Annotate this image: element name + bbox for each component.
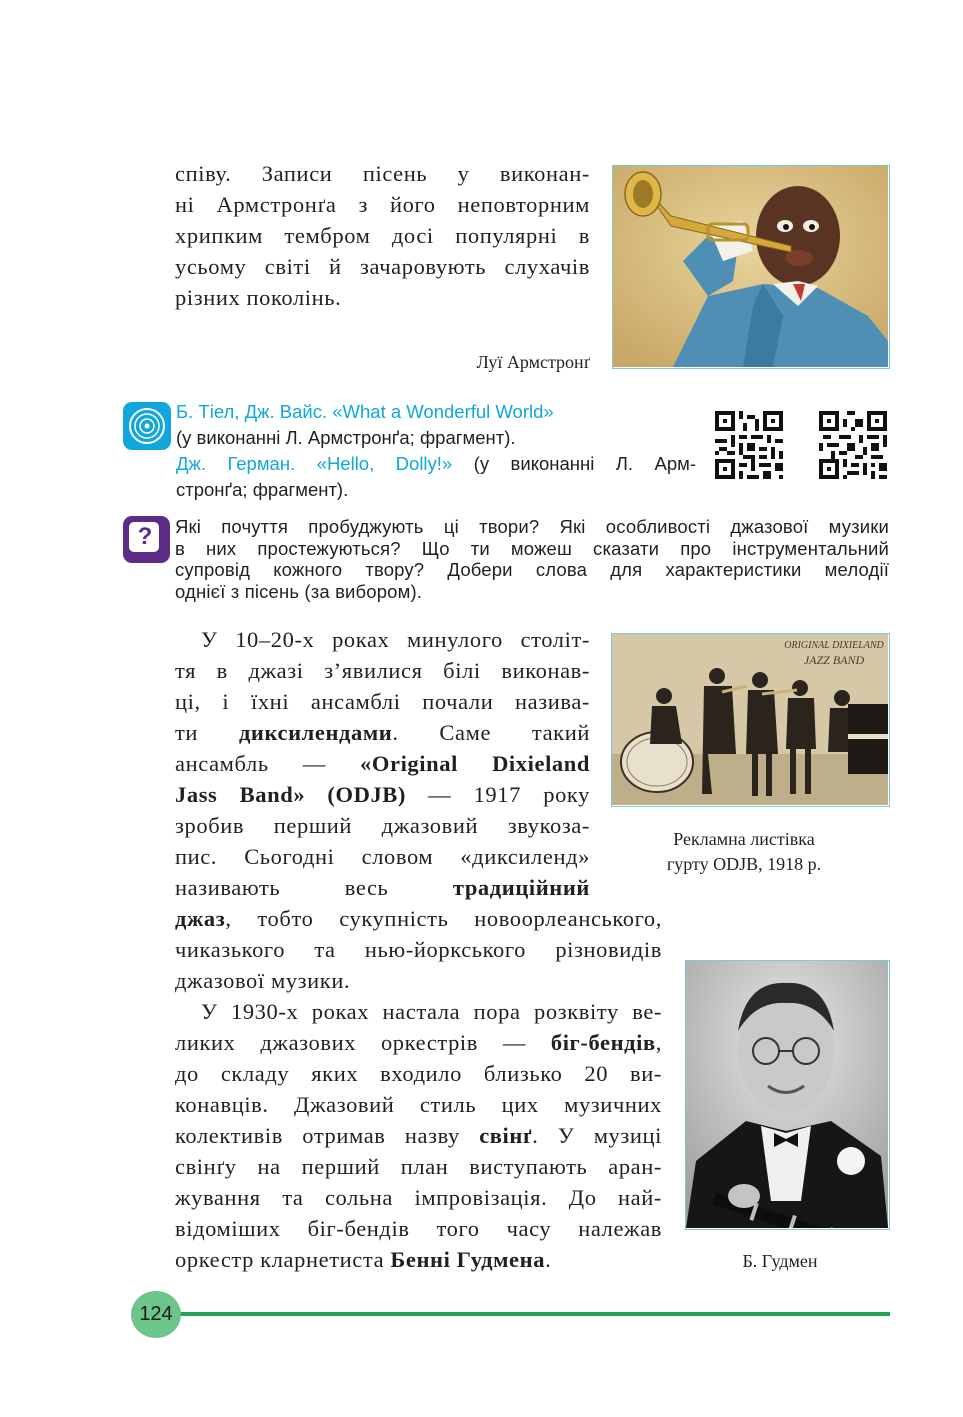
text-line: У 1930-х роках настала пора розквіту ве- <box>201 999 662 1024</box>
text-fragment: ансамбль — <box>175 751 361 776</box>
qr-code-icon <box>819 411 887 479</box>
text-line <box>175 779 590 810</box>
question-line: супровід кожного твору? Добери слова для характеристики мелодії <box>175 559 889 580</box>
track-2-title[interactable]: Дж. Герман. «Hello, Dolly!» <box>176 453 453 474</box>
text-line: чиказького та нью-йоркського різновидів <box>175 937 662 962</box>
track-2-note-cont: стронґа; фрагмент). <box>176 479 349 500</box>
term-big-bands: біг-бендів <box>550 1030 656 1055</box>
text-fragment: . <box>545 1247 552 1272</box>
text-line: до складу яких входило близько 20 ви- <box>175 1061 662 1086</box>
term-swing: свінґ <box>479 1123 533 1148</box>
text-line: ні Армстронґа з його неповторним <box>175 192 590 217</box>
text-line: співу. Записи пісень у виконан- <box>175 161 590 186</box>
caption-armstrong: Луї Армстронґ <box>476 352 590 372</box>
postcard-subtitle: JAZZ BAND <box>803 653 865 667</box>
text-line <box>175 903 662 934</box>
postcard-title: ORIGINAL DIXIELAND <box>784 640 884 651</box>
footer-rule <box>150 1312 890 1316</box>
text-line: У 10–20-х роках минулого століт- <box>201 627 590 652</box>
page-number: 124 <box>139 1303 173 1325</box>
question-icon <box>123 516 170 563</box>
text-line: конавців. Джазовий стиль цих музичних <box>175 1092 662 1117</box>
text-line <box>175 1027 662 1058</box>
odjb-postcard-photo <box>611 633 890 807</box>
text-fragment: — 1917 року <box>406 782 590 807</box>
caption-line: Рекламна листівка <box>673 829 815 849</box>
question-line: однієї з пісень (за вибором). <box>175 580 423 602</box>
term-jazz: джаз <box>175 906 226 931</box>
term-odjb: «Original Dixieland <box>360 751 590 776</box>
paragraph-dixieland <box>175 624 590 903</box>
text-line <box>175 717 590 748</box>
listen-block <box>176 399 696 503</box>
text-line: джазової музики. <box>175 968 351 993</box>
paragraph-dixieland-cont <box>175 903 662 996</box>
paragraph-big-bands <box>175 996 662 1275</box>
text-line: різних поколінь. <box>175 285 342 310</box>
text-line: тя в джазі з’явилися білі виконав- <box>175 658 590 683</box>
text-line <box>175 872 590 903</box>
text-fragment: , <box>655 1030 662 1055</box>
track-1-note: (у виконанні Л. Армстронґа; фрагмент). <box>176 427 516 448</box>
text-line: хрипким тембром досі популярні в <box>175 223 590 248</box>
text-fragment: називають весь <box>175 875 453 900</box>
qr-code-1[interactable] <box>715 411 783 479</box>
text-fragment: . У музиці <box>532 1123 662 1148</box>
page-number-badge <box>131 1291 181 1338</box>
text-fragment: , тобто сукупність новоорлеанського, <box>225 906 662 931</box>
caption-goodman: Б. Гудмен <box>742 1251 818 1271</box>
text-line: відоміших біг-бендів того часу належав <box>175 1216 662 1241</box>
goodman-illustration <box>686 961 888 1228</box>
qr-code-2[interactable] <box>819 411 887 479</box>
question-mark: ? <box>137 523 153 550</box>
armstrong-photo <box>612 165 890 369</box>
qr-code-icon <box>715 411 783 479</box>
question-text <box>175 516 889 602</box>
disc-icon <box>123 402 171 450</box>
term-dixieland: диксилендами <box>238 720 393 745</box>
goodman-photo <box>685 960 890 1230</box>
text-line <box>175 1244 662 1275</box>
track-2-note: (у виконанні Л. Арм- <box>452 453 696 474</box>
caption-line: гурту ODJB, 1918 р. <box>666 854 822 874</box>
text-line <box>175 1120 662 1151</box>
track-2-line <box>176 451 696 477</box>
text-line <box>175 748 590 779</box>
caption-odjb <box>611 827 877 877</box>
text-fragment: ликих джазових оркестрів — <box>175 1030 551 1055</box>
text-fragment: колективів отримав назву <box>175 1123 480 1148</box>
term-odjb-cont: Jass Band» (ODJB) <box>175 782 407 807</box>
listen-icon <box>123 402 171 450</box>
term-traditional: традиційний <box>452 875 590 900</box>
text-line: ці, і їхні ансамблі почали назива- <box>175 689 590 714</box>
armstrong-illustration <box>613 166 888 367</box>
odjb-illustration <box>612 634 888 805</box>
text-line: зробив перший джазовий звукоза- <box>175 813 590 838</box>
text-fragment: оркестр кларнетиста <box>175 1247 391 1272</box>
question-line: Які почуття пробуджують ці твори? Які особливості джазової музики <box>175 516 889 537</box>
text-line: жування та сольна імпровізація. До най- <box>175 1185 662 1210</box>
question-line: в них простежуються? Що ти можеш сказати про інструментальний <box>175 537 889 559</box>
term-goodman: Бенні Гудмена <box>390 1247 546 1272</box>
text-line: пис. Сьогодні словом «диксиленд» <box>175 844 590 869</box>
text-fragment: . Саме такий <box>392 720 590 745</box>
text-fragment: ти <box>175 720 239 745</box>
text-line: усьому світі й зачаровують слухачів <box>175 254 590 279</box>
track-1-title[interactable]: Б. Тіел, Дж. Вайс. «What a Wonderful World» <box>176 401 554 422</box>
text-line: свінґу на перший план виступають аран- <box>175 1154 662 1179</box>
top-paragraph <box>175 158 590 313</box>
